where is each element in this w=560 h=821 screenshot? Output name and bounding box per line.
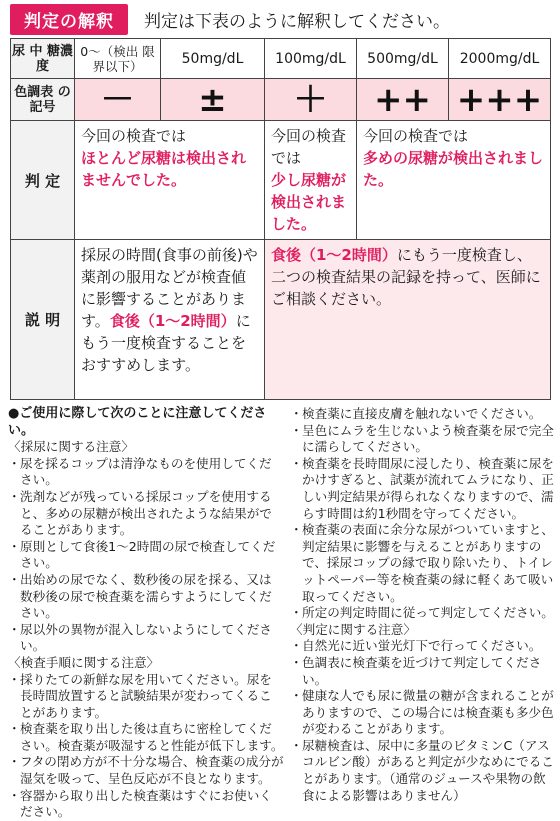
procedure-list	[8, 672, 284, 821]
procedure-list-continued	[290, 406, 554, 622]
header-text: 判定は下表のように解釈してください。	[144, 11, 450, 32]
list-item: ・ 検査薬の表面に余分な尿がついていますと、判定結果に影響を与えることがありますので、採尿コップの縁で取り除いたり、トイレットペーパー等を検査薬の縁に軽くあて吸い取ってください。	[290, 522, 554, 605]
list-item: ・ 尿糖検査は、尿中に多量のビタミンC（アスコルビン酸）があると判定が少なめにでることがあります。（通常のジュースや果物の飲食による影響はありません）	[290, 738, 554, 804]
section-heading: 〈判定に関する注意〉	[290, 621, 416, 637]
section-heading: 〈採尿に関する注意〉	[8, 439, 134, 455]
color-symbol: ±	[161, 79, 265, 121]
list-item: ・ 検査薬を長時間尿に浸したり、検査薬に尿をかけすぎると、試薬が流れてムラになり、正しい判定結果が得られなくなりますので、濡らす時間は約1秒間を守ってください。	[290, 456, 554, 522]
judgement-some	[265, 121, 357, 240]
symbol-row	[11, 79, 551, 121]
explanation-text: にもう一度検査し、二つの検査結果の記録を持って、医師にご相談ください。	[271, 246, 541, 308]
notes-left-column	[8, 406, 284, 821]
row-header-concentration: 尿 中 糖濃度	[11, 39, 75, 79]
judgement-result: ほとんど尿糖は検出されませんでした。	[81, 149, 247, 189]
judgement-result: 少し尿糖が検出されました。	[271, 171, 347, 233]
color-symbol: +++	[449, 79, 551, 121]
explanation-highlight: 食後（1〜2時間）	[271, 246, 397, 264]
judgement-much	[357, 121, 551, 240]
explanation-right	[265, 240, 551, 400]
judgement-text: 今回の検査では	[271, 127, 347, 167]
judgement-row	[11, 121, 551, 240]
judgement-text: 今回の検査では	[81, 127, 187, 145]
list-item: ・ 尿を採るコップは清浄なものを使用してください。	[8, 456, 284, 489]
explanation-text: にもう一度検査することをおすすめします。	[81, 312, 251, 374]
list-item: ・ フタの閉め方が不十分な場合、検査薬の成分が湿気を吸って、呈色反応が不良となります。	[8, 754, 284, 787]
explanation-highlight: 食後（1〜2時間）	[109, 312, 236, 330]
explanation-left	[75, 240, 265, 400]
judgement-result: 多めの尿糖が検出されました。	[363, 149, 544, 189]
list-item: ・ 容器から取り出した検査薬はすぐにお使いください。	[8, 788, 284, 821]
judgement-notes-list	[290, 638, 554, 804]
row-header-symbol: 色調表 の記号	[11, 79, 75, 121]
concentration-cell: 500mg/dL	[357, 39, 449, 79]
row-header-judgement: 判 定	[11, 121, 75, 240]
concentration-cell: 50mg/dL	[161, 39, 265, 79]
list-item: ・ 呈色にムラを生じないよう検査薬を尿で完全に濡らしてください。	[290, 423, 554, 456]
list-item: ・ 出始めの尿でなく、数秒後の尿を採る、又は数秒後の尿で検査薬を濡らすようにしてください。	[8, 572, 284, 622]
list-item: ・ 健康な人でも尿に微量の糖が含まれることがありますので、この場合には検査薬も多少色が変わることがあります。	[290, 688, 554, 738]
explanation-text: 採尿の時間(食事の前後)や薬剤の服用などが検査値に影響することがあります。	[81, 246, 258, 330]
list-item: ・ 所定の判定時間に従って判定してください。	[290, 605, 554, 622]
concentration-cell: 2000mg/dL	[449, 39, 551, 79]
row-header-explanation: 説 明	[11, 240, 75, 400]
notes-right-column	[290, 406, 554, 804]
notes-title: ●ご使用に際して次のことに注意してください。	[8, 406, 267, 438]
color-symbol: －	[75, 79, 161, 121]
list-item: ・ 採りたての新鮮な尿を用いてください。尿を長時間放置すると試験結果が変わってくることがあります。	[8, 672, 284, 722]
list-item: ・ 洗剤などが残っている採尿コップを使用すると、多めの尿糖が検出されたような結果がでることがあります。	[8, 489, 284, 539]
concentration-row	[11, 39, 551, 79]
list-item: ・ 尿以外の異物が混入しないようにしてください。	[8, 622, 284, 655]
list-item: ・ 検査薬を取り出した後は直ちに密栓してください。検査薬が吸湿すると性能が低下します。	[8, 721, 284, 754]
judgement-text: 今回の検査では	[363, 127, 469, 145]
section-badge: 判定の解釈	[10, 4, 128, 35]
concentration-cell: 0〜（検出 限界以下）	[75, 39, 161, 79]
urine-collection-list	[8, 456, 284, 655]
section-heading: 〈検査手順に関する注意〉	[8, 654, 160, 670]
concentration-cell: 100mg/dL	[265, 39, 357, 79]
color-symbol: ++	[357, 79, 449, 121]
judgement-none	[75, 121, 265, 240]
list-item: ・ 原則として食後1〜2時間の尿で検査してください。	[8, 539, 284, 572]
list-item: ・ 検査薬に直接皮膚を触れないでください。	[290, 406, 554, 423]
list-item: ・ 自然光に近い蛍光灯下で行ってください。	[290, 638, 554, 655]
explanation-row	[11, 240, 551, 400]
header	[10, 4, 450, 34]
color-symbol: ＋	[265, 79, 357, 121]
interpretation-table	[10, 38, 551, 400]
list-item: ・ 色調表に検査薬を近づけて判定してください。	[290, 655, 554, 688]
